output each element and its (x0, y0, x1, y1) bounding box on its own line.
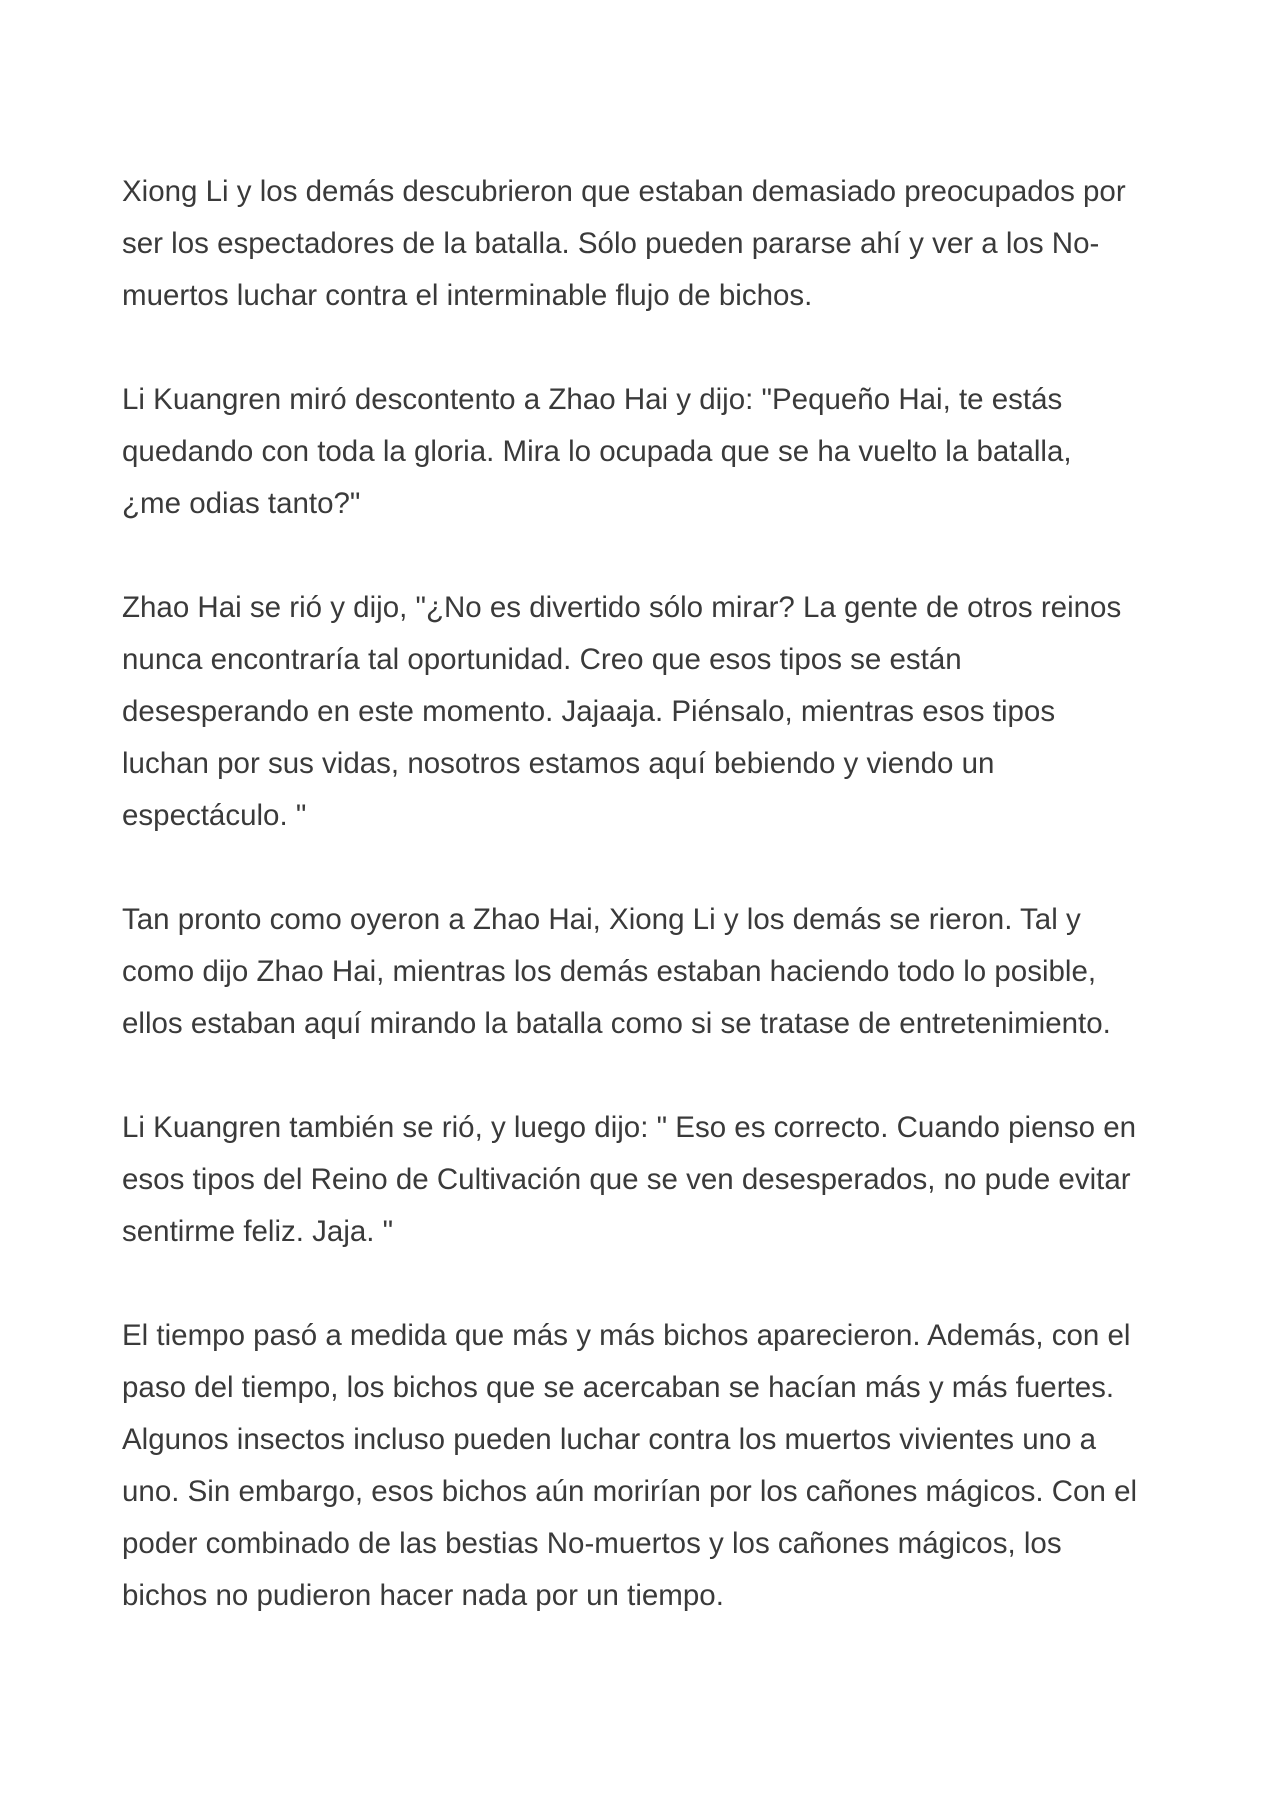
text-line: Xiong Li y los demás descubrieron que estaban demasiado preocupados por (122, 175, 1126, 208)
text-line: Algunos insectos incluso pueden luchar contra los muertos vivientes uno a (122, 1423, 1097, 1456)
text-line: nunca encontraría tal oportunidad. Creo que esos tipos se están (122, 643, 962, 676)
text-line: Li Kuangren también se rió, y luego dijo: " Eso es correcto. Cuando pienso en (122, 1111, 1137, 1144)
text-line: Tan pronto como oyeron a Zhao Hai, Xiong Li y los demás se rieron. Tal y (122, 903, 1081, 936)
paragraph-2 (122, 374, 1172, 530)
text-line: desesperando en este momento. Jajaaja. Piénsalo, mientras esos tipos (122, 695, 1056, 728)
text-line: ¿me odias tanto?" (122, 487, 361, 520)
document-body (122, 166, 1172, 1674)
text-line: El tiempo pasó a medida que más y más bichos aparecieron. Además, con el (122, 1319, 1131, 1352)
text-line: muertos luchar contra el interminable flujo de bichos. (122, 279, 813, 312)
paragraph-3 (122, 582, 1172, 842)
text-line: poder combinado de las bestias No-muertos y los cañones mágicos, los (122, 1527, 1062, 1560)
text-line: ser los espectadores de la batalla. Sólo pueden pararse ahí y ver a los No- (122, 227, 1100, 260)
text-line: bichos no pudieron hacer nada por un tiempo. (122, 1579, 724, 1612)
paragraph-6 (122, 1310, 1172, 1622)
paragraph-4 (122, 894, 1172, 1050)
text-line: luchan por sus vidas, nosotros estamos aquí bebiendo y viendo un (122, 747, 995, 780)
paragraph-5 (122, 1102, 1172, 1258)
text-line: paso del tiempo, los bichos que se acercaban se hacían más y más fuertes. (122, 1371, 1115, 1404)
paragraph-1 (122, 166, 1172, 322)
text-line: uno. Sin embargo, esos bichos aún morirían por los cañones mágicos. Con el (122, 1475, 1138, 1508)
text-line: Li Kuangren miró descontento a Zhao Hai y dijo: "Pequeño Hai, te estás (122, 383, 1063, 416)
text-line: esos tipos del Reino de Cultivación que se ven desesperados, no pude evitar (122, 1163, 1131, 1196)
text-line: ellos estaban aquí mirando la batalla como si se tratase de entretenimiento. (122, 1007, 1111, 1040)
text-line: como dijo Zhao Hai, mientras los demás estaban haciendo todo lo posible, (122, 955, 1097, 988)
text-line: espectáculo. " (122, 799, 307, 832)
text-line: quedando con toda la gloria. Mira lo ocupada que se ha vuelto la batalla, (122, 435, 1072, 468)
text-line: Zhao Hai se rió y dijo, "¿No es divertido sólo mirar? La gente de otros reinos (122, 591, 1122, 624)
text-line: sentirme feliz. Jaja. " (122, 1215, 394, 1248)
